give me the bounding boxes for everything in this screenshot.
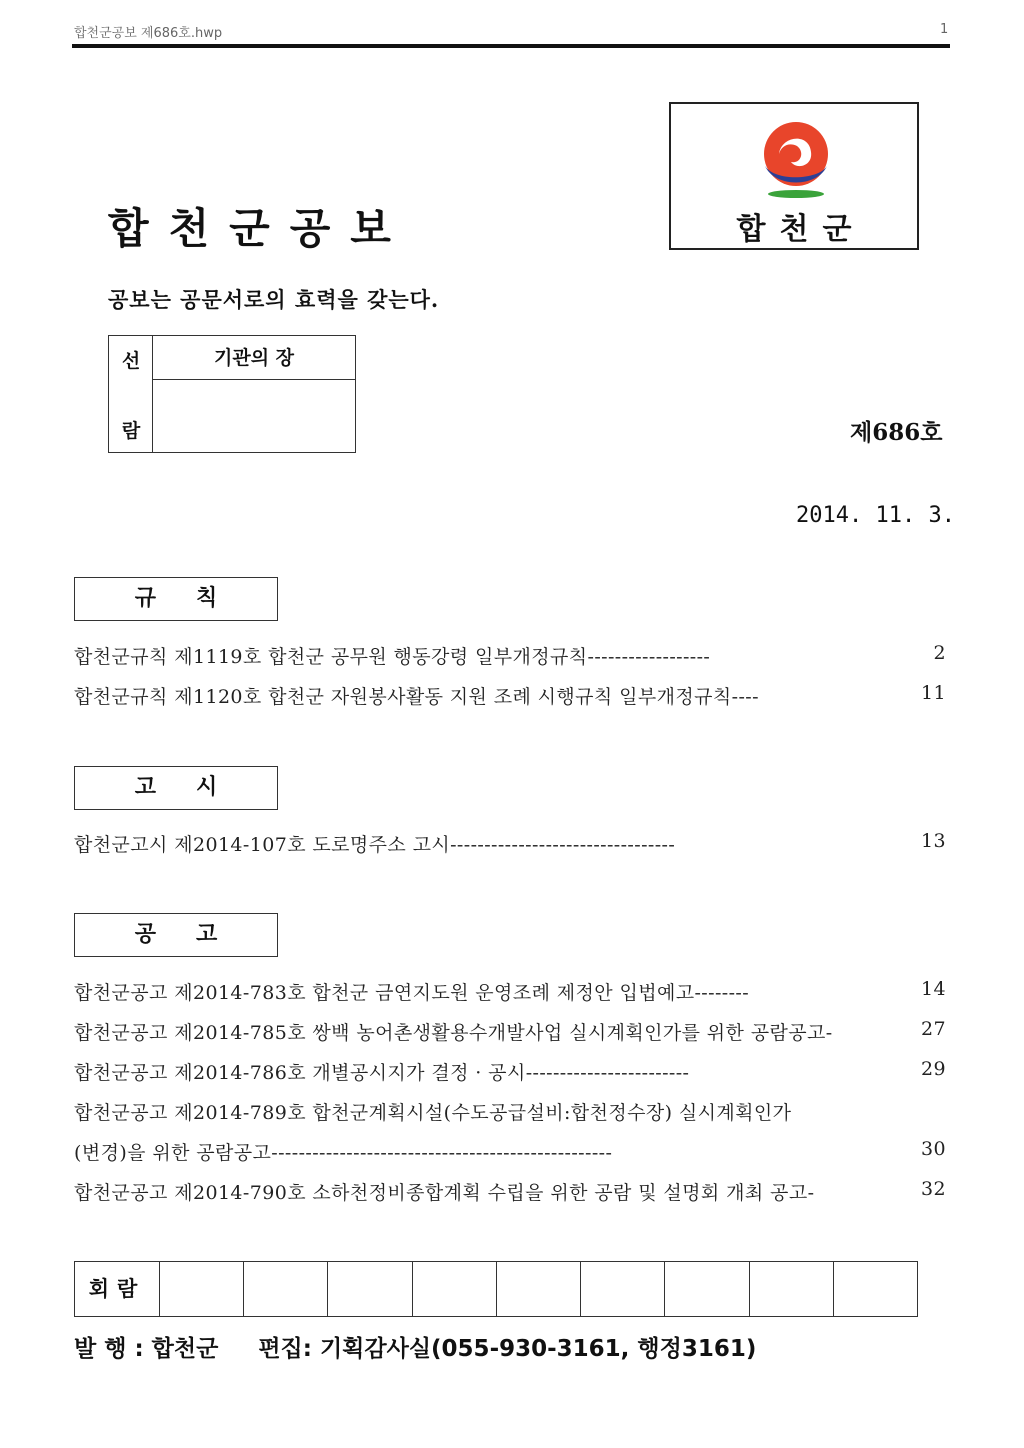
toc-item-text: 합천군공고 제2014-783호 합천군 금연지도원 운영조례 제정안 입법예고--------	[74, 982, 750, 1004]
toc-item-text: 합천군규칙 제1120호 합천군 자원봉사활동 지원 조례 시행규칙 일부개정규칙----	[74, 686, 759, 708]
header-filename: 합천군공보 제686호.hwp	[74, 26, 223, 41]
footer	[74, 1330, 756, 1363]
footer-editor: 편집: 기획감사실(055-930-3161, 행정3161)	[258, 1336, 757, 1362]
circulation-cell	[160, 1262, 244, 1316]
logo-text: 합천군	[736, 212, 866, 247]
circulation-cell	[665, 1262, 749, 1316]
issue-date: 2014. 11. 3.	[796, 503, 955, 528]
toc-item-page: 14	[921, 978, 946, 1000]
toc-item-text: 합천군공고 제2014-786호 개별공시지가 결정 · 공시------------------------	[74, 1062, 690, 1084]
approval-label-bottom: 람	[121, 420, 141, 442]
toc-item[interactable]	[74, 1098, 950, 1125]
toc-item-page: 32	[921, 1178, 946, 1200]
toc-item-page: 29	[921, 1058, 946, 1080]
circulation-cell	[328, 1262, 412, 1316]
toc-item-page: 11	[921, 682, 946, 704]
circulation-table	[74, 1261, 918, 1317]
header-rule	[72, 44, 950, 48]
toc-item-text: 합천군고시 제2014-107호 도로명주소 고시---------------------------------	[74, 834, 676, 856]
circulation-label: 회람	[75, 1262, 160, 1316]
toc-item[interactable]	[74, 1138, 950, 1165]
toc-item-page: 2	[933, 642, 946, 664]
toc-item[interactable]	[74, 1018, 950, 1045]
toc-item[interactable]	[74, 978, 950, 1005]
section-rules-heading: 규칙	[74, 577, 278, 621]
hapcheon-emblem-icon	[751, 114, 841, 204]
toc-item-page: 13	[921, 830, 946, 852]
toc-item[interactable]	[74, 642, 950, 669]
approval-table	[108, 335, 356, 453]
toc-item[interactable]	[74, 682, 950, 709]
section-notice-heading: 고시	[74, 766, 278, 810]
toc-item-page: 27	[921, 1018, 946, 1040]
logo-box	[669, 102, 919, 250]
toc-item-text: 합천군공고 제2014-785호 쌍백 농어촌생활용수개발사업 실시계획인가를 위한 공람공고-	[74, 1022, 833, 1044]
circulation-cell	[834, 1262, 917, 1316]
circulation-cell	[581, 1262, 665, 1316]
toc-item[interactable]	[74, 830, 950, 857]
toc-item[interactable]	[74, 1178, 950, 1205]
circulation-cell	[750, 1262, 834, 1316]
footer-publisher: 발 행 : 합천군	[74, 1336, 219, 1362]
toc-item[interactable]	[74, 1058, 950, 1085]
toc-item-text: 합천군규칙 제1119호 합천군 공무원 행동강령 일부개정규칙------------------	[74, 646, 711, 668]
header-page-number: 1	[940, 22, 949, 37]
issue-number: 제686호	[850, 419, 943, 446]
toc-item-text: 합천군공고 제2014-790호 소하천정비종합계획 수립을 위한 공람 및 설명회 개최 공고-	[74, 1182, 815, 1204]
circulation-cell	[413, 1262, 497, 1316]
emblem-red-circle	[764, 122, 828, 186]
circulation-cell	[497, 1262, 581, 1316]
toc-item-page: 30	[921, 1138, 946, 1160]
approval-label-top: 선	[121, 350, 141, 372]
page-title: 합천군공보	[108, 204, 411, 253]
subtitle: 공보는 공문서로의 효력을 갖는다.	[108, 287, 440, 312]
toc-item-text: 합천군공고 제2014-789호 합천군계획시설(수도공급설비:합천정수장) 실시계획인가	[74, 1102, 792, 1124]
circulation-cell	[244, 1262, 328, 1316]
toc-item-text: (변경)을 위한 공람공고--------------------------------------------------	[74, 1142, 613, 1164]
emblem-green-base	[768, 190, 824, 198]
approval-header: 기관의 장	[153, 336, 355, 380]
section-announcement-heading: 공고	[74, 913, 278, 957]
